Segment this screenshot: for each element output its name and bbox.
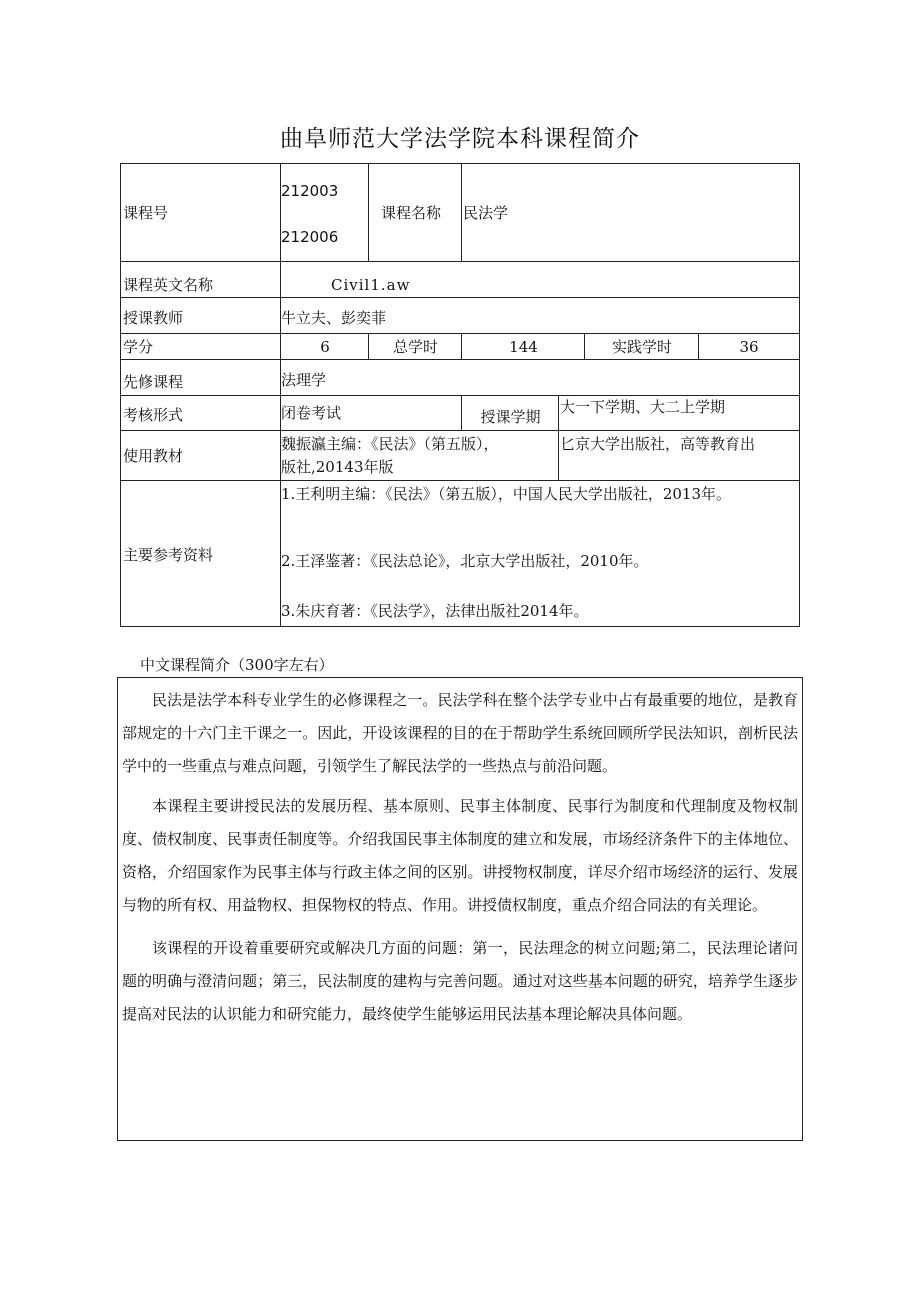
- term: 大一下学期、大二上学期: [560, 398, 726, 416]
- teacher-label: 授课教师: [123, 309, 184, 327]
- intro-paragraph-2: 本课程主要讲授民法的发展历程、基本原则、民事主体制度、民事行为制度和代理制度及物权制度、债权制度、民事责任制度等。介绍我国民事主体制度的建立和发展，市场经济条件下的主体地位、资格，介绍国家作为民事主体与行政主体之间的区别。讲授物权制度，详尽介绍市场经济的运行、发展与物的所有权、用益物权、担保物权的特点、作用。讲授债权制度，重点介绍合同法的有关理论。: [122, 797, 798, 914]
- intro-section-label: 中文课程简介（300字左右）: [140, 656, 334, 674]
- english-name: Civil1.aw: [331, 276, 411, 294]
- ref-item-3: 3.朱庆育著：《民法学》，法律出版社2014年。: [281, 602, 589, 620]
- practice-hours-label: 实践学时: [611, 338, 672, 356]
- textbook-line-1: 魏振瀛主编：《民法》（第五版），: [281, 435, 499, 453]
- teachers: 牛立夫、彭奕菲: [281, 309, 387, 327]
- prereq: 法理学: [281, 371, 327, 389]
- intro-paragraph-3: 该课程的开设着重要研究或解决几方面的问题：第一，民法理念的树立问题;第二，民法理论诸问题的明确与澄清问题；第三，民法制度的建构与完善问题。通过对这些基本问题的研究，培养学生逐步提高对民法的认识能力和研究能力，最终使学生能够运用民法基本理论解决具体问题。: [122, 939, 798, 1023]
- textbook-line-2: 版社,20143年版: [281, 458, 394, 476]
- total-hours: 144: [509, 338, 538, 356]
- total-hours-label: 总学时: [392, 338, 438, 356]
- course-info-table: [120, 163, 800, 627]
- credit-label: 学分: [123, 338, 154, 356]
- prereq-label: 先修课程: [123, 373, 184, 391]
- refs-label: 主要参考资料: [123, 546, 214, 564]
- textbook-publisher: 匕京大学出版社，高等教育出: [560, 435, 756, 453]
- practice-hours: 36: [739, 338, 759, 356]
- course-number-2: 212006: [281, 228, 339, 246]
- term-label: 授课学期: [480, 408, 541, 426]
- ref-item-2: 2.王泽鉴著：《民法总论》，北京大学出版社，2010年。: [281, 552, 649, 570]
- course-name: 民法学: [463, 204, 509, 222]
- exam: 闭卷考试: [281, 404, 342, 422]
- course-number-1: 212003: [281, 182, 339, 200]
- course-name-label: 课程名称: [381, 204, 442, 222]
- intro-paragraph-1: 民法是法学本科专业学生的必修课程之一。民法学科在整个法学专业中占有最重要的地位，是教育部规定的十六门主干课之一。因此，开设该课程的目的在于帮助学生系统回顾所学民法知识，剖析民法学中的一些重点与难点问题，引领学生了解民法学的一些热点与前沿问题。: [122, 691, 798, 775]
- english-name-label: 课程英文名称: [123, 276, 214, 294]
- exam-label: 考核形式: [123, 406, 184, 424]
- page-title: 曲阜师范大学法学院本科课程简介: [280, 126, 640, 152]
- ref-item-1: 1.王利明主编：《民法》（第五版），中国人民大学出版社，2013年。: [281, 485, 731, 503]
- credit: 6: [320, 338, 330, 356]
- intro-box: [117, 677, 803, 1141]
- course-number-label: 课程号: [123, 204, 169, 222]
- textbook-label: 使用教材: [123, 447, 184, 465]
